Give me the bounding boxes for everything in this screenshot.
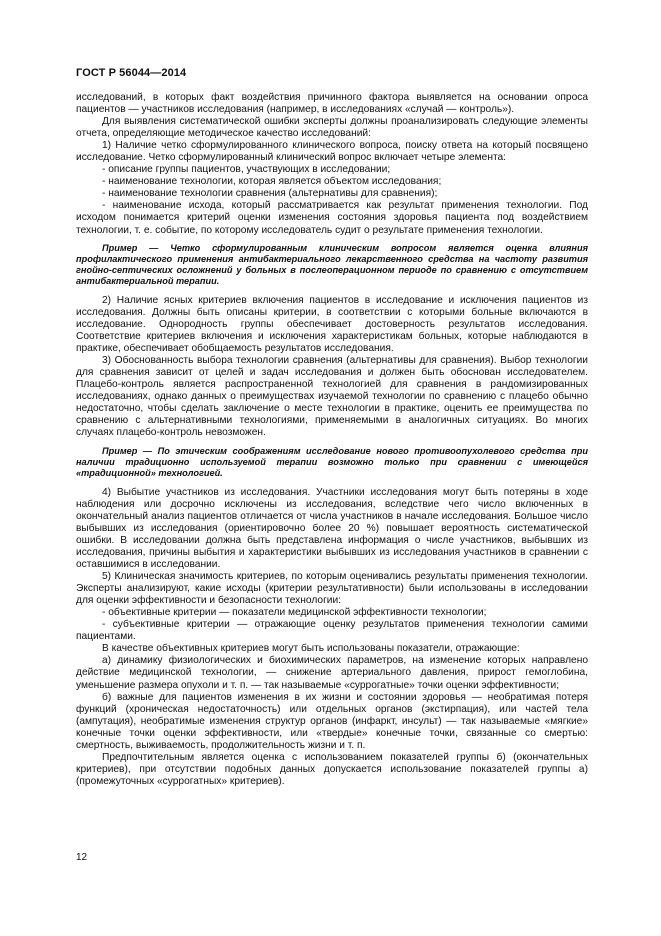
list-item: - описание группы пациентов, участвующих в исследовании;	[102, 164, 391, 176]
paragraph-item-5: 5) Клиническая значимость критериев, по которым оценивались результаты применения технологии. Эксперты анализируют, какие исходы (критерии результативности) были использованы в исследовании для оценки эффективности и безопасности технологии:	[76, 571, 588, 607]
paragraph: Предпочтительным является оценка с использованием показателей группы б) (окончательных критериев), при отсутствии подобных данных допускается использование показателей группы а) (промежуточных «суррогатных» критериев).	[76, 751, 588, 787]
paragraph: исследований, в которых факт воздействия причинного фактора выявляется на основании опроса пациентов — участников исследования (например, в исследованиях «случай — контроль»).	[76, 92, 588, 116]
paragraph: Для выявления систематической ошибки эксперты должны проанализировать следующие элементы отчета, определяющие методическое качество исследований:	[76, 116, 588, 140]
body-text	[76, 92, 588, 788]
page-number: 12	[76, 852, 88, 863]
list-item: - объективные критерии — показатели медицинской эффективности технологии;	[102, 607, 487, 619]
list-item: - субъективные критерии — отражающие оценку результатов применения технологии самими пациентами.	[76, 619, 588, 643]
list-item: - наименование технологии сравнения (альтернативы для сравнения);	[102, 188, 438, 200]
paragraph-item-b: б) важные для пациентов изменения в их жизни и состоянии здоровья — необратимая потеря функций (хроническая недостаточность) или отдельных органов (экстирпация), или частей тела (ампутация), необратимые изменения структур органов (инфаркт, инсульт) — так называемые «мягкие» конечные точки оценки эффективности, или «твердые» конечные точки, связанные со смертью: смертность, выживаемость, продолжительность жизни и т. п.	[76, 691, 588, 751]
document-header: ГОСТ Р 56044—2014	[76, 67, 187, 79]
paragraph-item-a: а) динамику физиологических и биохимических параметров, на изменение которых направлено действие медицинской технологии, — снижение артериального давления, прирост гемоглобина, уменьшение размера опухоли и т. п. — так называемые «суррогатные» точки оценки эффективности;	[76, 655, 588, 691]
paragraph: В качестве объективных критериев могут быть использованы показатели, отражающие:	[102, 643, 520, 655]
list-item: - наименование исхода, который рассматривается как результат применения технологии. Под исходом понимается критерий оценки изменения состояния здоровья пациента под воздействием технологии, т. е. событие, по которому исследователь судит о результате применения технологии.	[76, 200, 588, 236]
paragraph-item-4: 4) Выбытие участников из исследования. Участники исследования могут быть потеряны в ходе наблюдения или досрочно исключены из исследования, вследствие чего число включенных в окончательный анализ пациентов отличается от числа участников в начале исследования. Большое число выбывших из исследования (ориентировочно более 20 %) повышает вероятность систематической ошибки. В исследовании должна быть представлена информация о числе участников, выбывших из исследования, причины выбытия и характеристики выбывших из исследования участников в сравнении с оставшимися в исследовании.	[76, 486, 588, 571]
example-note: Пример — Четко сформулированным клиническим вопросом является оценка влияния профилактического применения антибактериального лекарственного средства на частоту развития гнойно-септических осложнений у больных в послеоперационном периоде по сравнению с отсутствием антибактериальной терапии.	[76, 242, 588, 286]
paragraph-item-2: 2) Наличие ясных критериев включения пациентов в исследование и исключения пациентов из исследования. Должны быть описаны критерии, в соответствии с которыми больные включаются в исследование. Однородность группы обеспечивает достоверность результатов исследования. Соответствие критериев включения и исключения характеристикам больных, которые наблюдаются в практике, обеспечивает обобщаемость результатов исследования.	[76, 294, 588, 355]
list-item: - наименование технологии, которая является объектом исследования;	[102, 176, 442, 188]
paragraph-item-3: 3) Обоснованность выбора технологии сравнения (альтернативы для сравнения). Выбор технологии для сравнения зависит от целей и задач исследования и должен быть обоснован исследователем. Плацебо-контроль является распространенной технологией для сравнения в рандомизированных исследованиях, однако данных о преимуществах изучаемой технологии по сравнению с плацебо обычно недостаточно, чтобы сделать заключение о месте технологии в практике, оценить ее преимущества по сравнению с альтернативными технологиями, применяемыми в аналогичных ситуациях. Во многих случаях плацебо-контроль невозможен.	[76, 355, 588, 439]
paragraph-item-1: 1) Наличие четко сформулированного клинического вопроса, поиску ответа на который посвящено исследование. Четко сформулированный клинический вопрос включает четыре элемента:	[76, 140, 588, 164]
example-note: Пример — По этическим соображениям исследование нового противоопухолевого средства при наличии традиционно используемой терапии возможно только при сравнении с имеющейся «традиционной» технологией.	[76, 445, 588, 478]
